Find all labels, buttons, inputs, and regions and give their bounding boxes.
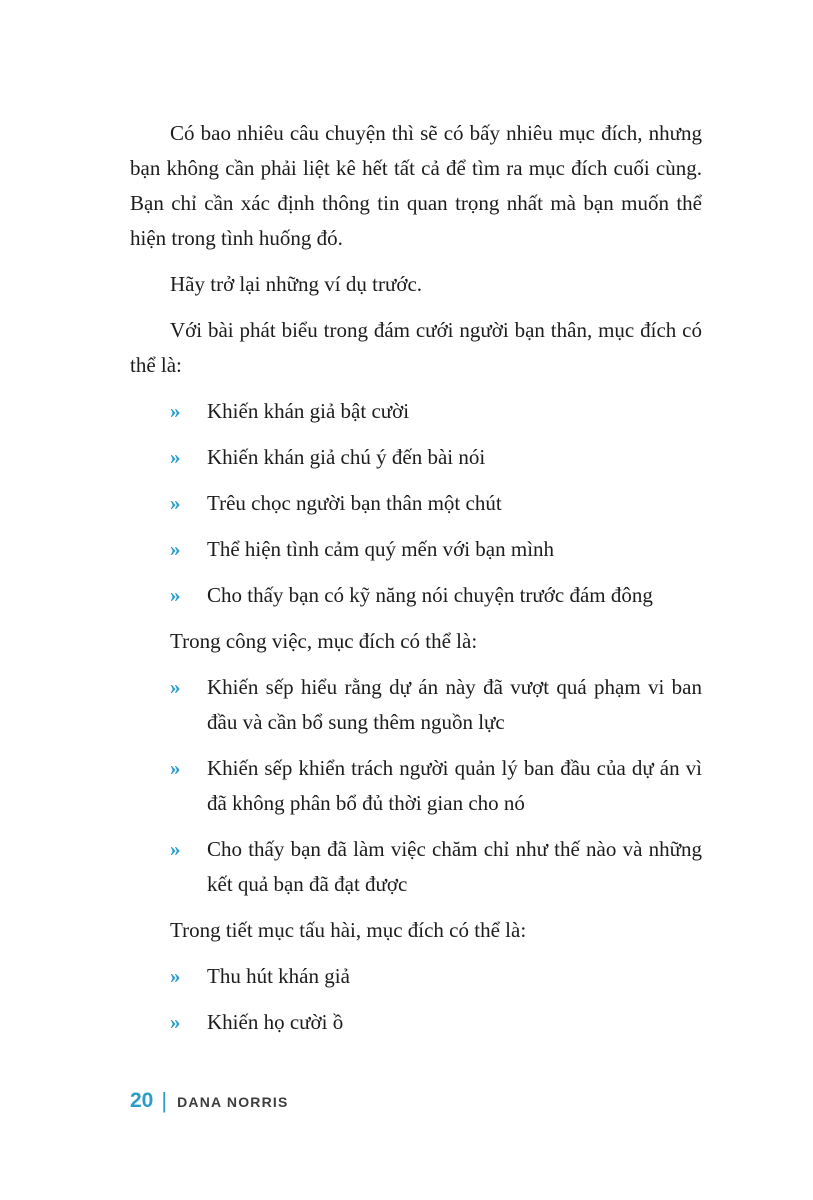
bullet-list [130, 394, 702, 613]
page-footer [130, 1088, 289, 1114]
bullet-text: Thu hút khán giả [207, 964, 350, 988]
bullet-item [130, 959, 702, 994]
bullet-item [130, 751, 702, 821]
bullet-item [130, 394, 702, 429]
bullet-text: Khiến họ cười ồ [207, 1010, 344, 1034]
bullet-marker-icon: » [170, 399, 181, 423]
bullet-marker-icon: » [170, 1010, 181, 1034]
footer-divider: | [161, 1088, 168, 1113]
bullet-marker-icon: » [170, 445, 181, 469]
paragraph: Có bao nhiêu câu chuyện thì sẽ có bấy nhiêu mục đích, nhưng bạn không cần phải liệt kê hết tất cả để tìm ra mục đích cuối cùng. Bạn chỉ cần xác định thông tin quan trọng nhất mà bạn muốn thể hiện trong tình huống đó. [130, 121, 702, 250]
bullet-marker-icon: » [170, 964, 181, 988]
bullet-text: Cho thấy bạn có kỹ năng nói chuyện trước đám đông [207, 583, 653, 607]
bullet-text: Khiến khán giả chú ý đến bài nói [207, 445, 486, 469]
paragraph: Với bài phát biểu trong đám cưới người bạn thân, mục đích có thể là: [130, 318, 702, 377]
bullet-item [130, 440, 702, 475]
bullet-marker-icon: » [170, 491, 181, 515]
bullet-text: Khiến sếp hiểu rằng dự án này đã vượt quá phạm vi ban đầu và cần bổ sung thêm nguồn lực [207, 675, 702, 734]
bullet-marker-icon: » [170, 675, 181, 699]
page-content [130, 116, 702, 1051]
paragraph: Hãy trở lại những ví dụ trước. [170, 272, 423, 296]
bullet-item [130, 532, 702, 567]
bullet-item [130, 578, 702, 613]
author-name: DANA NORRIS [177, 1094, 289, 1110]
bullet-text: Khiến sếp khiển trách người quản lý ban đầu của dự án vì đã không phân bổ đủ thời gian cho nó [207, 756, 702, 815]
bullet-marker-icon: » [170, 837, 181, 861]
bullet-item [130, 832, 702, 902]
paragraph: Trong tiết mục tấu hài, mục đích có thể là: [170, 918, 527, 942]
bullet-text: Khiến khán giả bật cười [207, 399, 410, 423]
bullet-text: Cho thấy bạn đã làm việc chăm chỉ như thế nào và những kết quả bạn đã đạt được [207, 837, 702, 896]
bullet-item [130, 670, 702, 740]
bullet-marker-icon: » [170, 583, 181, 607]
bullet-item [130, 486, 702, 521]
bullet-list [130, 959, 702, 1040]
bullet-text: Trêu chọc người bạn thân một chút [207, 491, 502, 515]
page-number: 20 [130, 1089, 154, 1112]
paragraph: Trong công việc, mục đích có thể là: [170, 629, 478, 653]
bullet-marker-icon: » [170, 537, 181, 561]
bullet-list [130, 670, 702, 902]
bullet-item [130, 1005, 702, 1040]
bullet-marker-icon: » [170, 756, 181, 780]
bullet-text: Thể hiện tình cảm quý mến với bạn mình [207, 537, 555, 561]
